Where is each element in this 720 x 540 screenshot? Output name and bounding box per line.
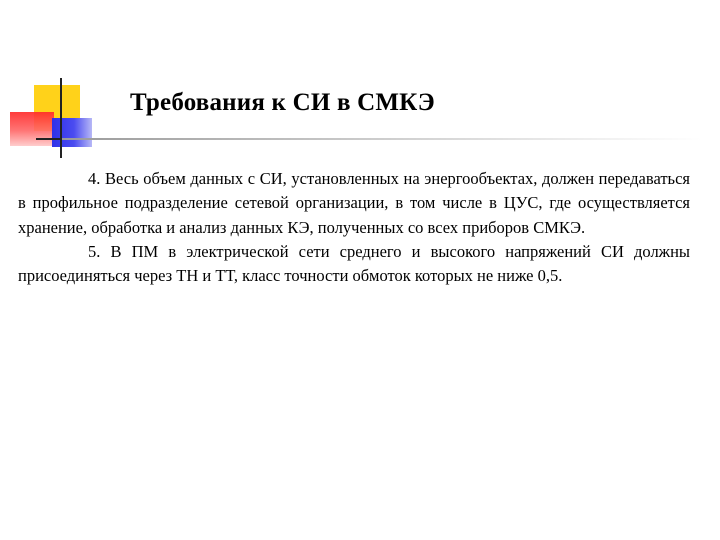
title-underline-rule: [62, 138, 702, 140]
paragraph-item-4: 4. Весь объем данных с СИ, установленных на энергообъектах, должен передаваться в профильное подразделение сетевой организации, в том числе в ЦУС, где осуществляется хранение, обработка и анализ данных КЭ, полученных со всех приборов СМКЭ.: [18, 169, 690, 237]
vertical-line-decoration: [60, 78, 62, 158]
slide-body: [18, 167, 690, 288]
red-square-decoration: [10, 112, 54, 146]
blue-square-decoration: [52, 118, 92, 147]
slide-title: Требования к СИ в СМКЭ: [130, 89, 435, 116]
paragraph-item-5: 5. В ПМ в электрической сети среднего и высокого напряжений СИ должны присоединяться через ТН и ТТ, класс точности обмоток которых не ниже 0,5.: [18, 241, 690, 286]
